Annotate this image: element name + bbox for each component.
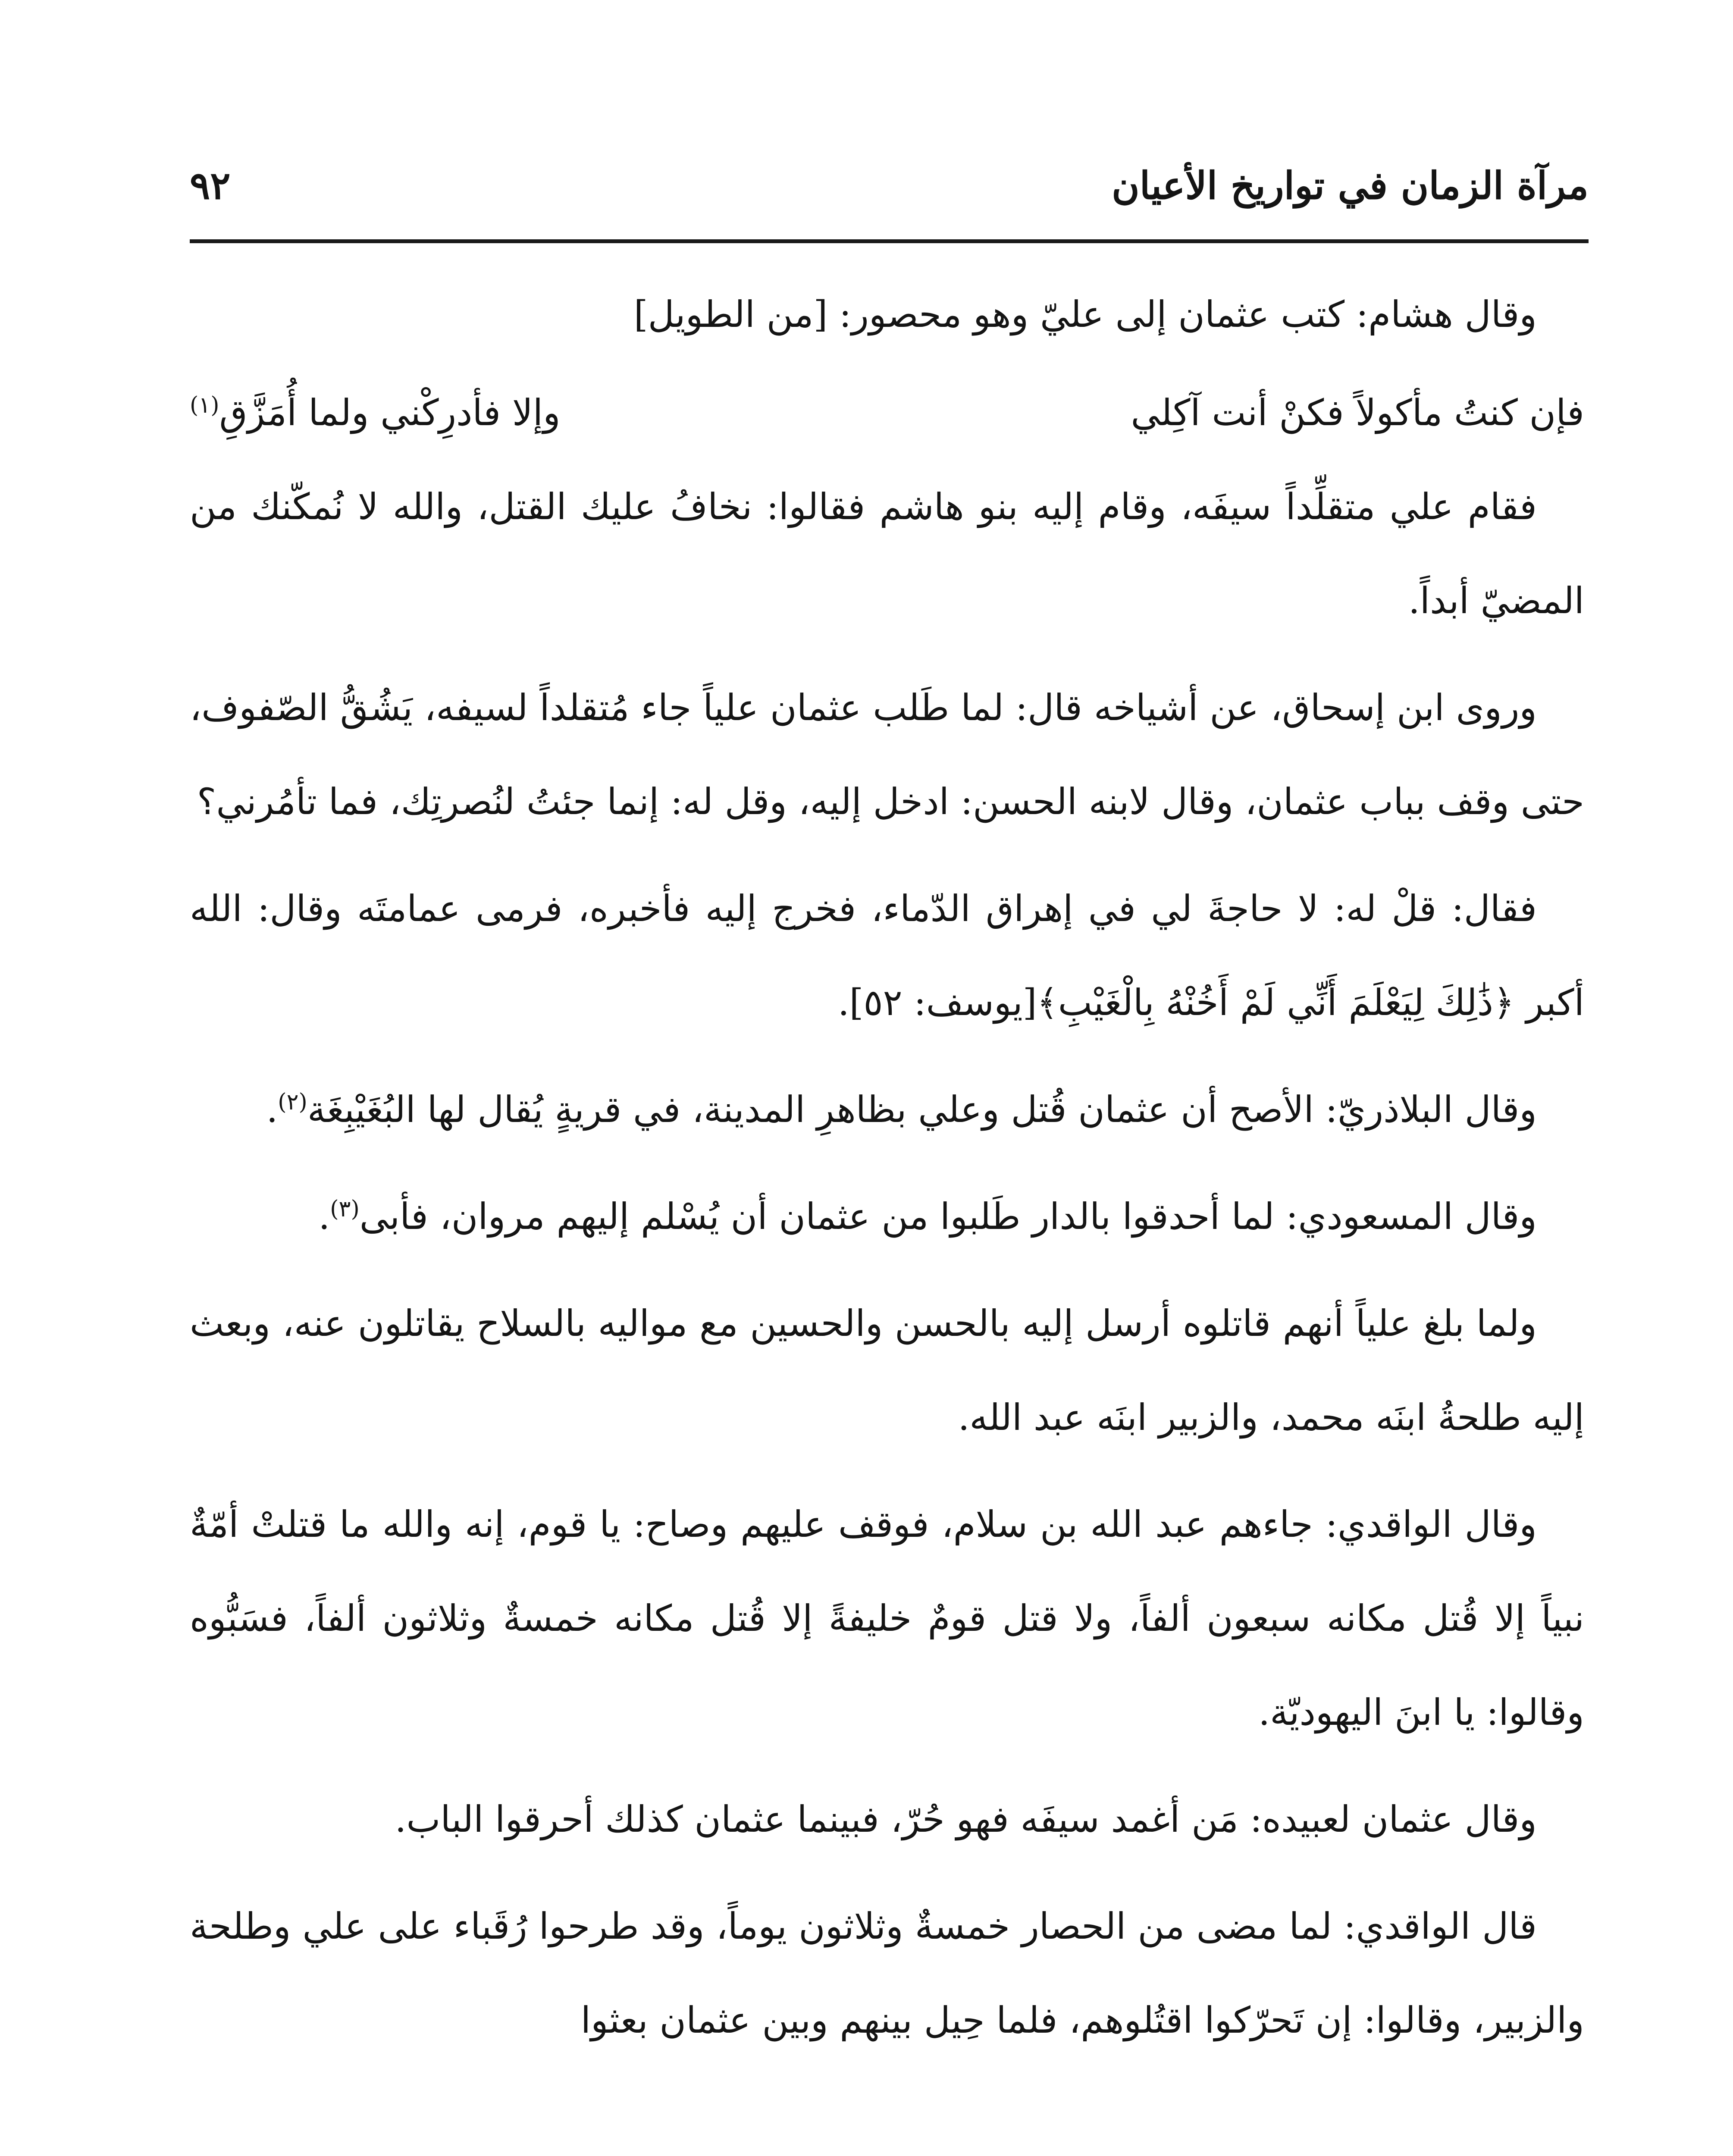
header-rule	[190, 239, 1589, 243]
paragraph-10: قال الواقدي: لما مضى من الحصار خمسةٌ وثلاثون يوماً، وقد طرحوا رُقَباء على علي وطلحة والزبير، وقالوا: إن تَحرّكوا اقتُلوهم، فلما حِيل بينهم وبين عثمان بعثوا	[190, 1905, 1584, 2041]
paragraph-5-text: وقال البلاذريّ: الأصح أن عثمان قُتل وعلي بظاهرِ المدينة، في قريةٍ يُقال لها البُغَيْبِغَة	[307, 1088, 1537, 1131]
paragraph-1: وقال هشام: كتب عثمان إلى عليّ وهو محصور: [من الطويل]	[633, 293, 1537, 335]
paragraph-8: وقال الواقدي: جاءهم عبد الله بن سلام، فوقف عليهم وصاح: يا قوم، إنه والله ما قتلتْ أمّةٌ نبياً إلا قُتل مكانه سبعون ألفاً، ولا قتل قومٌ خليفةً إلا قُتل مكانه خمسةٌ وثلاثون ألفاً، فسَبُّوه وقالوا: يا ابنَ اليهوديّة.	[190, 1503, 1584, 1733]
footnote-marker-3: (٣)	[330, 1196, 360, 1222]
running-title: مرآة الزمان في تواريخ الأعيان	[1112, 163, 1589, 208]
paragraph-7: ولما بلغ علياً أنهم قاتلوه أرسل إليه بالحسن والحسين مع مواليه بالسلاح يقاتلون عنه، وبعث إليه طلحةُ ابنَه محمد، والزبير ابنَه عبد الله.	[190, 1302, 1584, 1438]
paragraph-5: وقال البلاذريّ: الأصح أن عثمان قُتل وعلي بظاهرِ المدينة، في قريةٍ يُقال لها البُغَيْبِغَة$^{(٢)}$.	[266, 1088, 1537, 1131]
body-text	[190, 267, 1584, 2067]
paragraph-9: وقال عثمان لعبيده: مَن أغمد سيفَه فهو حُرّ، فبينما عثمان كذلك أحرقوا الباب.	[395, 1798, 1537, 1840]
paragraph-6: وقال المسعودي: لما أحدقوا بالدار طَلبوا من عثمان أن يُسْلم إليهم مروان، فأبى$^{(٣)}$.	[318, 1195, 1537, 1238]
verse-second-hemistich-text: وإلا فأدرِكْني ولما أُمَزَّقِ	[219, 392, 561, 434]
paragraph-6-text: وقال المسعودي: لما أحدقوا بالدار طَلبوا من عثمان أن يُسْلم إليهم مروان، فأبى	[359, 1195, 1537, 1238]
footnote-marker-1: (١)	[190, 392, 219, 418]
footnote-marker-2: (٢)	[278, 1089, 307, 1115]
verse-second-hemistich	[190, 366, 561, 460]
paragraph-2: فقام علي متقلِّداً سيفَه، وقام إليه بنو هاشم فقالوا: نخافُ عليك القتل، والله لا نُمكّنك من المضيّ أبداً.	[190, 486, 1584, 622]
verse-first-hemistich: فإن كنتُ مأكولاً فكنْ أنت آكِلي	[1131, 392, 1584, 434]
paragraph-3: وروى ابن إسحاق، عن أشياخه قال: لما طَلب عثمان علياً جاء مُتقلداً لسيفه، يَشُقُّ الصّفوف، حتى وقف بباب عثمان، وقال لابنه الحسن: ادخل إليه، وقل له: إنما جئتُ لنُصرتِك، فما تأمُرني؟	[190, 686, 1584, 823]
poem-verse	[190, 366, 1584, 460]
page-header	[190, 153, 1589, 218]
paragraph-4: فقال: قلْ له: لا حاجةَ لي في إهراق الدّماء، فخرج إليه فأخبره، فرمى عمامتَه وقال: الله أكبر ﴿ذَٰلِكَ لِيَعْلَمَ أَنِّي لَمْ أَخُنْهُ بِالْغَيْبِ﴾[يوسف: ٥٢].	[190, 887, 1584, 1024]
page-number: ٩٢	[190, 163, 231, 208]
